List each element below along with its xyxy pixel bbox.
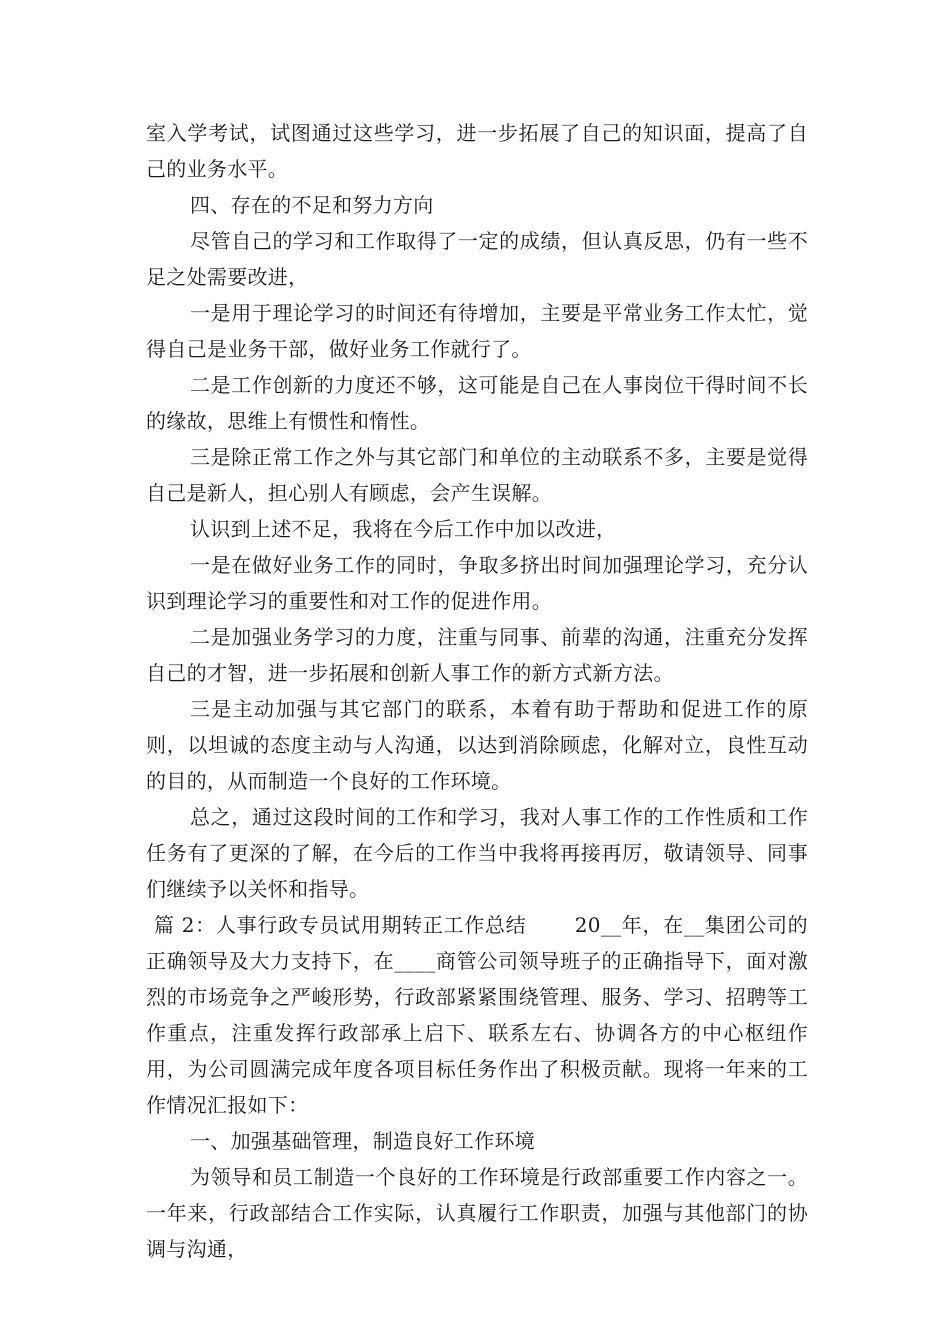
paragraph: 三是主动加强与其它部门的联系，本着有助于帮助和促进工作的原则，以坦诚的态度主动与人沟通，以达到消除顾虑，化解对立，良性互动的目的，从而制造一个良好的工作环境。 [146,697,808,793]
section-heading-1: 一、加强基础管理，制造良好工作环境 [190,1129,536,1153]
paragraph-continuation: 室入学考试，试图通过这些学习，进一步拓展了自己的知识面，提高了自己的业务水平。 [146,121,808,181]
paragraph: 为领导和员工制造一个良好的工作环境是行政部重要工作内容之一。一年来，行政部结合工作实际，认真履行工作职责，加强与其他部门的协调与沟通， [146,1165,808,1261]
paragraph: 二是工作创新的力度还不够，这可能是自己在人事岗位干得时间不长的缘故，思维上有惯性和惰性。 [146,373,808,433]
paragraph: 二是加强业务学习的力度，注重与同事、前辈的沟通，注重充分发挥自己的才智，进一步拓展和创新人事工作的新方式新方法。 [146,625,808,685]
paragraph: 一是在做好业务工作的同时，争取多挤出时间加强理论学习，充分认识到理论学习的重要性和对工作的促进作用。 [146,553,808,613]
paragraph: 三是除正常工作之外与其它部门和单位的主动联系不多，主要是觉得自己是新人，担心别人有顾虑，会产生误解。 [146,445,808,505]
paragraph-summary: 总之，通过这段时间的工作和学习，我对人事工作的工作性质和工作任务有了更深的了解，在今后的工作当中我将再接再厉，敬请领导、同事们继续予以关怀和指导。 [146,805,808,901]
paragraph: 尽管自己的学习和工作取得了一定的成绩，但认真反思，仍有一些不足之处需要改进， [146,229,808,289]
chapter-2-intro: 篇 2：人事行政专员试用期转正工作总结 20__年，在__集团公司的正确领导及大力支持下，在____商管公司领导班子的正确指导下，面对激烈的市场竞争之严峻形势，行政部紧紧围绕管理、服务、学习、招聘等工作重点，注重发挥行政部承上启下、联系左右、协调各方的中心枢纽作用，为公司圆满完成年度各项目标任务作出了积极贡献。现将一年来的工作情况汇报如下： [146,913,808,1117]
section-heading-4: 四、存在的不足和努力方向 [190,193,434,217]
document-body [146,115,808,1267]
paragraph: 一是用于理论学习的时间还有待增加，主要是平常业务工作太忙，觉得自己是业务干部，做好业务工作就行了。 [146,301,808,361]
paragraph: 认识到上述不足，我将在今后工作中加以改进， [190,517,617,541]
